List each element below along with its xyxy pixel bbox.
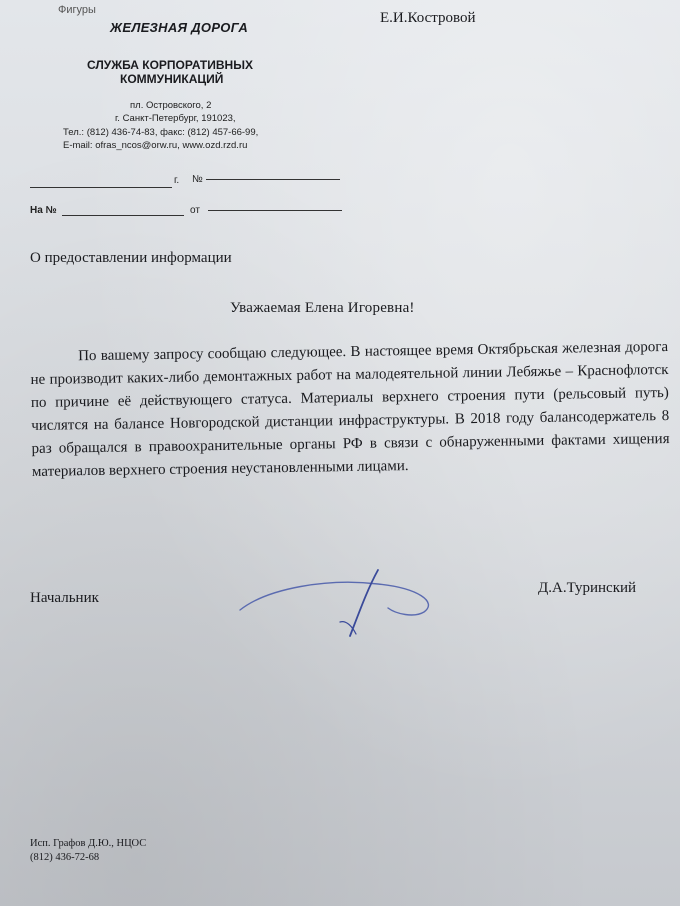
signer-name: Д.А.Туринский: [538, 580, 637, 596]
executor-name: Исп. Графов Д.Ю., НЦОС: [30, 838, 147, 849]
greeting: Уважаемая Елена Игоревна!: [230, 300, 415, 316]
address-line1: пл. Островского, 2: [130, 100, 212, 111]
signature-mark: [228, 562, 458, 652]
top-label: Фигуры: [58, 4, 96, 16]
org-name: ЖЕЛЕЗНАЯ ДОРОГА: [110, 20, 249, 35]
number-line: [206, 179, 340, 180]
email-web-line: E-mail: ofras_ncos@orw.ru, www.ozd.rzd.ru: [63, 140, 248, 151]
number-label: №: [192, 174, 203, 185]
signer-position: Начальник: [30, 590, 99, 606]
address-line2: г. Санкт-Петербург, 191023,: [115, 113, 236, 124]
from-label: от: [190, 205, 200, 216]
year-suffix-label: г.: [174, 175, 180, 186]
date-line: [30, 187, 172, 188]
reply-date-line: [208, 210, 342, 211]
phone-fax-line: Тел.: (812) 436-74-83, факс: (812) 457-66-99,: [63, 127, 259, 138]
addressee: Е.И.Костровой: [380, 10, 476, 26]
service-name-line2: КОММУНИКАЦИЙ: [120, 72, 224, 86]
service-name-line1: СЛУЖБА КОРПОРАТИВНЫХ: [87, 58, 253, 72]
letter-body: По вашему запросу сообщаю следующее. В настоящее время Октябрьская железная дорога не производит каких-либо демонтажных работ на малодеятельной линии Лебяжье – Краснофлотск по причине её действующего статуса. Материалы верхнего строения пути (рельсовый путь) числятся на балансе Новгородской дистанции инфраструктуры. В 2018 году балансодержатель 8 раз обращался в правоохранительные органы РФ в связи с обнаруженными фактами хищения материалов верхнего строения неустановленными лицами.: [30, 338, 670, 480]
executor-phone: (812) 436-72-68: [30, 852, 100, 863]
reply-number-line: [62, 215, 184, 216]
reply-to-label: На №: [30, 205, 57, 216]
subject-line: О предоставлении информации: [30, 250, 232, 266]
